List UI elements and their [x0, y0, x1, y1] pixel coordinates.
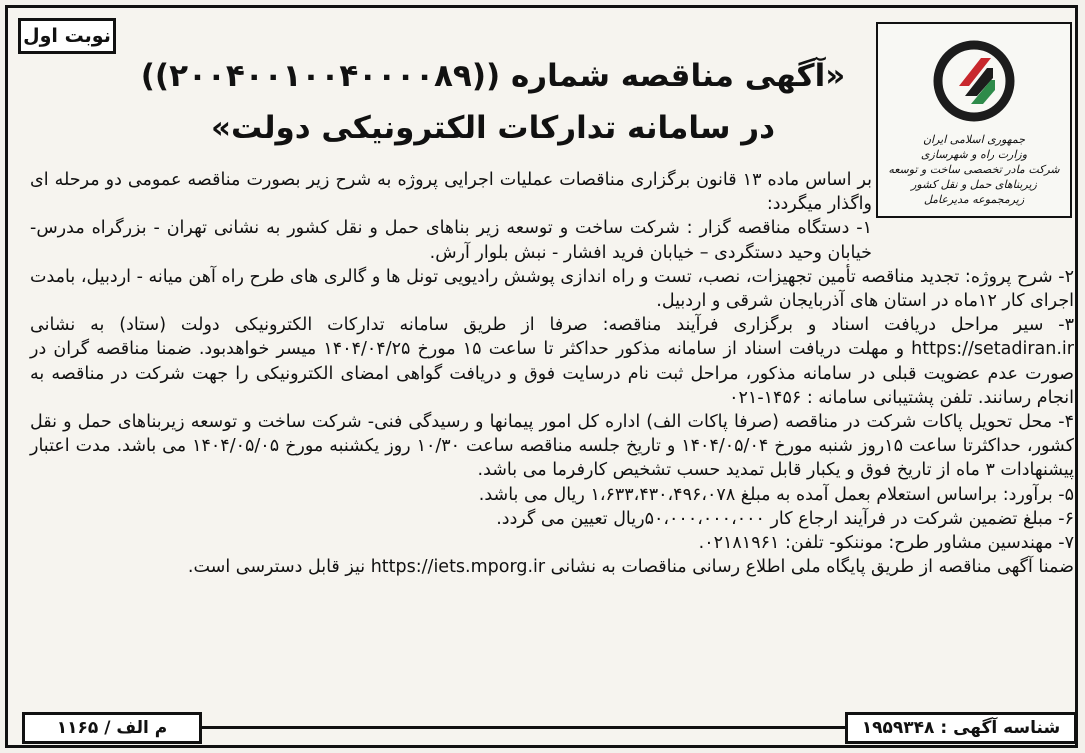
- ad-id: شناسه آگهی : ۱۹۵۹۳۴۸: [845, 712, 1077, 744]
- footer: [22, 712, 1077, 746]
- item-7: ۷- مهندسین مشاور طرح: موننکو- تلفن: ۰۲۱۸۱۹۶۱.: [698, 533, 1074, 554]
- title-line-1: «آگهی مناقصه شماره ((۲۰۰۴۰۰۱۰۰۴۰۰۰۰۸۹)): [140, 58, 846, 94]
- title-line-2: در سامانه تدارکات الکترونیکی دولت»: [210, 110, 775, 146]
- item-4: ۴- محل تحویل پاکات شرکت در مناقصه (صرفا پاکات الف) اداره کل امور پیمانها و رسیدگی فنی- شرکت ساخت و توسعه زیربناهای حمل و نقل کشور، حداکثرتا ساعت ۱۵روز شنبه مورخ ۱۴۰۴/۰۵/۰۴ و تاریخ جلسه مناقصه ساعت ۱۰/۳۰ روز یکشنبه مورخ ۱۴۰۴/۰۵/۰۵ می باشد. مدت اعتبار پیشنهادات ۳ ماه از تاریخ فوق و یکبار قابل تمدید حسب تشخیص کارفرما می باشد.: [30, 412, 1075, 481]
- item-6: ۶- مبلغ تضمین شرکت در فرآیند ارجاع کار ۵۰،۰۰۰،۰۰۰،۰۰۰ریال تعیین می گردد.: [496, 508, 1074, 529]
- round-badge: نوبت اول: [18, 18, 116, 54]
- item-2: ۲- شرح پروژه: تجدید مناقصه تأمین تجهیزات، نصب، تست و راه اندازی پوشش رادیویی تونل ها و گالری های طرح راه آهن میانه - اردبیل، بامدت اجرای کار ۱۲ماه در استان های آذربایجان شرقی و اردبیل.: [30, 266, 1074, 312]
- item-5: ۵- برآورد: براساس استعلام بعمل آمده به مبلغ ۱،۶۳۳،۴۳۰،۴۹۶،۰۷۸ ریال می باشد.: [478, 484, 1074, 505]
- item-1: ۱- دستگاه مناقصه گزار : شرکت ساخت و توسعه زیر بناهای حمل و نقل کشور به نشانی تهران - بزرگراه مدرس- خیابان وحید دستگردی – خیابان فرید افشار - نبش بلوار آرش.: [30, 218, 872, 263]
- publication-code: م الف / ۱۱۶۵: [22, 712, 202, 744]
- announcement-body: [30, 168, 1074, 579]
- organization-logo-icon: [931, 38, 1017, 124]
- logo-line: جمهوری اسلامی ایران: [922, 133, 1026, 146]
- intro-paragraph: بر اساس ماده ۱۳ قانون برگزاری مناقصات عملیات اجرایی پروژه به شرح زیر بصورت مناقصه عمومی دو مرحله ای واگذار میگردد:: [30, 170, 872, 215]
- logo-line: شرکت مادر تخصصی ساخت و توسعه زیربناهای حمل و نقل کشور: [888, 163, 1060, 191]
- page-title: [118, 50, 868, 154]
- logo-line: وزارت راه و شهرسازی: [920, 148, 1028, 161]
- footer-divider: [202, 726, 845, 729]
- advertisement-frame: [5, 5, 1078, 748]
- logo-line: زیرمجموعه مدیرعامل: [923, 193, 1025, 206]
- item-3: ۳- سیر مراحل دریافت اسناد و برگزاری فرآیند مناقصه: صرفا از طریق سامانه تدارکات الکترونیکی دولت (ستاد) به نشانی https://setadiran.ir و مهلت دریافت اسناد از سامانه مذکور حداکثر تا ساعت ۱۵ مورخ ۱۴۰۴/۰۴/۲۵ میسر خواهدبود. ضمنا مناقصه گران در صورت عدم عضویت قبلی در سامانه مذکور، مراحل ثبت نام درسایت فوق و دریافت گواهی امضای الکترونیکی را جهت شرکت در مناقصه به انجام رسانند. تلفن پشتیبانی سامانه : ۱۴۵۶-۰۲۱: [30, 315, 1074, 408]
- closing-paragraph: ضمنا آگهی مناقصه از طریق پایگاه ملی اطلاع رسانی مناقصات به نشانی https://iets.mporg.ir نیز قابل دسترسی است.: [187, 557, 1074, 578]
